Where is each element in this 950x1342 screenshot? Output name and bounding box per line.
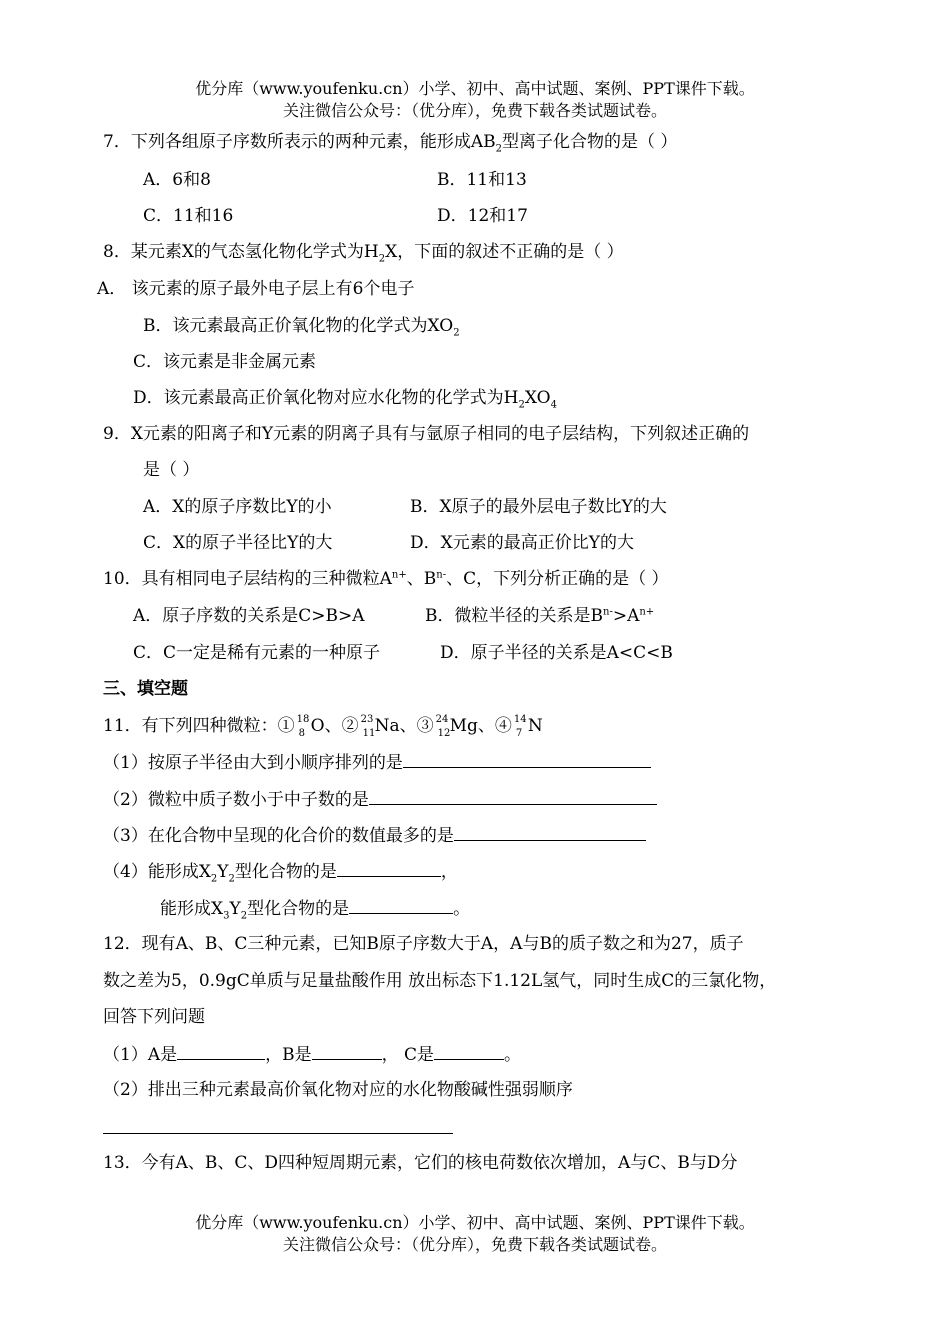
q8-option-d: D．该元素最高正价氧化物对应水化物的化学式为$H_2XO_4$	[133, 388, 557, 411]
answer-blank[interactable]	[403, 751, 651, 768]
isotope-mg: 24 12	[435, 714, 451, 739]
q11-sub-5: 能形成$X_3Y_2$型化合物的是 。	[160, 899, 471, 922]
q9-option-d: D．X元素的最高正价比Y的大	[410, 533, 634, 553]
q12-stem-line-1: 12．现有A、B、C三种元素，已知B原子序数大于A，A与B的质子数之和为27，质子	[103, 934, 744, 954]
q7-option-a: A．6和8	[143, 170, 211, 190]
section-title: 三、填空题	[103, 679, 188, 699]
q9-option-a: A．X的原子序数比Y的小	[143, 497, 332, 517]
footer-line-1: 优分库（www.youfenku.cn）小学、初中、高中试题、案例、PPT课件下载。	[195, 1213, 755, 1232]
isotope-na: 23 11	[360, 714, 376, 739]
footer-line-2: 关注微信公众号：（优分库），免费下载各类试题试卷。	[282, 1235, 667, 1254]
q9-option-b: B．X原子的最外层电子数比Y的大	[410, 497, 667, 517]
isotope-n: 14 7	[513, 714, 527, 739]
q13-stem-line-1: 13．今有A、B、C、D四种短周期元素，它们的核电荷数依次增加，A与C、B与D分	[103, 1153, 738, 1173]
q7-option-c: C．11和16	[143, 206, 234, 226]
q10-stem: 10．具有相同电子层结构的三种微粒$A^{n+}$、$B^{n-}$、C，下列分析正确的是（ ）	[103, 569, 669, 589]
q9-stem-line-2: 是（ ）	[143, 460, 200, 480]
q12-stem-line-3: 回答下列问题	[103, 1007, 205, 1027]
header-line-1: 优分库（www.youfenku.cn）小学、初中、高中试题、案例、PPT课件下载。	[195, 79, 755, 98]
q12-sub-2: （2）排出三种元素最高价氧化物对应的水化物酸碱性强弱顺序	[103, 1080, 573, 1100]
q7-option-d: D．12和17	[437, 206, 528, 226]
q12-sub-1: （1）A是 ，B是 ， C是 。	[103, 1045, 522, 1065]
q11-sub-1: （1）按原子半径由大到小顺序排列的是	[103, 751, 651, 774]
answer-blank[interactable]	[369, 788, 657, 805]
answer-blank[interactable]	[337, 860, 441, 877]
answer-blank[interactable]	[454, 824, 646, 841]
q11-sub-2: （2）微粒中质子数小于中子数的是	[103, 788, 657, 811]
q8-option-b: B．该元素最高正价氧化物的化学式为$XO_2$	[143, 316, 460, 339]
answer-line[interactable]	[103, 1133, 453, 1134]
q7-stem: 7．下列各组原子序数所表示的两种元素，能形成$AB_2$型离子化合物的是（ ）	[103, 132, 678, 155]
answer-blank[interactable]	[349, 897, 453, 914]
answer-blank[interactable]	[177, 1043, 265, 1060]
q11-stem: 11．有下列四种微粒：① 18 8 O、② 23 11 Na、③ 24 12 Mg、④ 14 7 N	[103, 714, 543, 739]
answer-blank[interactable]	[434, 1043, 504, 1060]
q8-stem: 8．某元素X的气态氢化物化学式为$H_2X$，下面的叙述不正确的是（ ）	[103, 242, 624, 265]
q8-option-a: A． 该元素的原子最外电子层上有6个电子	[97, 279, 415, 299]
q9-option-c: C．X的原子半径比Y的大	[143, 533, 333, 553]
q10-option-a: A．原子序数的关系是C>B>A	[133, 606, 365, 626]
q11-sub-4: （4）能形成$X_2Y_2$型化合物的是 ，	[103, 862, 458, 885]
answer-blank[interactable]	[312, 1043, 382, 1060]
q7-option-b: B．11和13	[437, 170, 527, 190]
q8-option-c: C．该元素是非金属元素	[133, 352, 317, 372]
header-line-2: 关注微信公众号：（优分库），免费下载各类试题试卷。	[282, 101, 667, 120]
q11-sub-3: （3）在化合物中呈现的化合价的数值最多的是	[103, 824, 646, 847]
isotope-o: 18 8	[296, 714, 310, 739]
q10-option-c: C．C一定是稀有元素的一种原子	[133, 643, 381, 663]
q12-stem-line-2: 数之差为5，0.9gC单质与足量盐酸作用 放出标态下1.12L氢气，同时生成C的三氯化物，	[103, 971, 777, 991]
q9-stem-line-1: 9．X元素的阳离子和Y元素的阴离子具有与氩原子相同的电子层结构，下列叙述正确的	[103, 424, 750, 444]
q10-option-d: D．原子半径的关系是A<C<B	[440, 643, 673, 663]
q10-option-b: B．微粒半径的关系是$B^{n-}>A^{n+}$	[425, 606, 655, 626]
